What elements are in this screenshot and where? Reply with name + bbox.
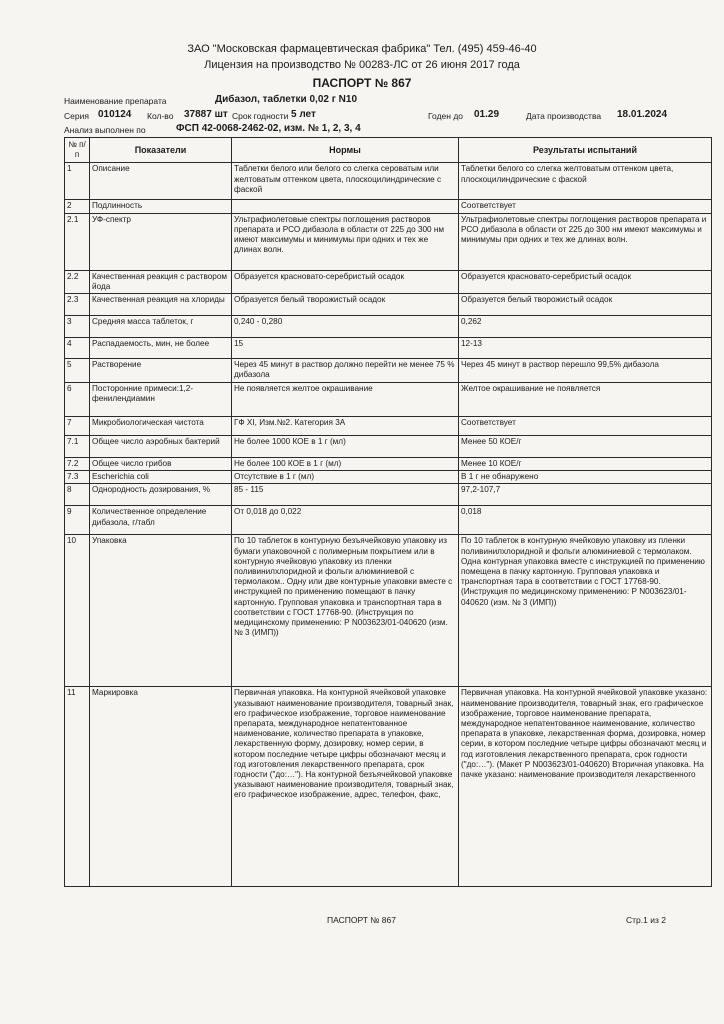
row-result: Образуется красновато-серебристый осадок — [459, 270, 712, 293]
row-norm: Образуется белый творожистый осадок — [232, 294, 459, 316]
row-result: Таблетки белого со слегка желтоватым оттенком цвета, плоскоцилиндрические с фаской — [459, 163, 712, 200]
table-row — [65, 359, 712, 383]
row-number: 9 — [65, 506, 90, 535]
row-result: Соответствует — [459, 200, 712, 213]
shelf-value: 5 лет — [291, 109, 316, 120]
table-row — [65, 213, 712, 270]
row-indicator: Посторонние примеси:1,2-фенилендиамин — [90, 383, 232, 417]
table-row — [65, 535, 712, 687]
row-number: 2.1 — [65, 213, 90, 270]
series-value: 010124 — [98, 109, 132, 120]
license-line: Лицензия на производство № 00283-ЛС от 26 июня 2017 года — [204, 59, 520, 71]
row-indicator: Средняя масса таблеток, г — [90, 316, 232, 338]
row-norm: Не более 1000 КОЕ в 1 г (мл) — [232, 436, 459, 458]
row-number: 8 — [65, 484, 90, 506]
table-row — [65, 484, 712, 506]
col-number-header: № п/п — [65, 138, 90, 163]
row-number: 7.2 — [65, 458, 90, 471]
row-result: В 1 г не обнаружено — [459, 471, 712, 484]
qty-value: 37887 шт — [184, 109, 228, 120]
table-row — [65, 506, 712, 535]
row-norm: 0,240 - 0,280 — [232, 316, 459, 338]
row-number: 2.3 — [65, 294, 90, 316]
passport-title: ПАСПОРТ № 867 — [312, 76, 412, 90]
row-number: 7.3 — [65, 471, 90, 484]
row-indicator: Подлинность — [90, 200, 232, 213]
row-norm: Образуется красновато-серебристый осадок — [232, 270, 459, 293]
row-result: Соответствует — [459, 417, 712, 436]
row-number: 7 — [65, 417, 90, 436]
row-number: 11 — [65, 687, 90, 887]
table-header-row — [65, 138, 712, 163]
row-indicator: Микробиологическая чистота — [90, 417, 232, 436]
row-number: 10 — [65, 535, 90, 687]
row-norm: Не более 100 КОЕ в 1 г (мл) — [232, 458, 459, 471]
footer-center: ПАСПОРТ № 867 — [327, 915, 396, 925]
table-body — [65, 163, 712, 887]
row-number: 2 — [65, 200, 90, 213]
prod-label: Дата производства — [526, 111, 602, 121]
valid-label: Годен до — [428, 111, 464, 121]
row-indicator: Распадаемость, мин, не более — [90, 338, 232, 359]
series-label: Серия — [64, 111, 89, 121]
table-row — [65, 383, 712, 417]
row-indicator: Общее число аэробных бактерий — [90, 436, 232, 458]
row-result: Первичная упаковка. На контурной ячейковой упаковке указано: наименование производителя, товарный знак, его графическое изображение, торговое наименование препарата, международное непатентованное наименование, количество препарата в упаковке, лекарственная форма, дозировка, номер серии, в котором последние четыре цифры обозначают месяц и год изготовления лекарственного препарата, срок годности ("до:…"). (Макет Р N003623/01-040620) Вторичная упаковка. На пачке указано: наименование производителя лекарственного — [459, 687, 712, 887]
row-indicator: УФ-спектр — [90, 213, 232, 270]
row-number: 1 — [65, 163, 90, 200]
row-result: Ультрафиолетовые спектры поглощения растворов препарата и РСО дибазола в области от 225 до 300 нм имеют максимумы и минимумы при одних и тех же длинах волн. — [459, 213, 712, 270]
row-indicator: Упаковка — [90, 535, 232, 687]
col-norm-header: Нормы — [232, 138, 459, 163]
row-indicator: Количественное определение дибазола, г/табл — [90, 506, 232, 535]
row-norm — [232, 200, 459, 213]
row-indicator: Качественная реакция с раствором йода — [90, 270, 232, 293]
row-norm: Не появляется желтое окрашивание — [232, 383, 459, 417]
row-norm: Первичная упаковка. На контурной ячейковой упаковке указывают наименование производителя, товарный знак, его графическое изображение, торговое наименование препарата, международное непатентованное наименование, количество препарата в упаковке, лекарственную форму, дозировку, номер серии, в котором последние четыре цифры обозначают месяц и год изготовления лекарственного препарата, срок годности ("до:…"). На контурной безъячейковой упаковке указывают наименование производителя, товарный знак, его графическое изображение, адрес, телефон, факс, — [232, 687, 459, 887]
row-result: 12-13 — [459, 338, 712, 359]
row-norm: Отсутствие в 1 г (мл) — [232, 471, 459, 484]
row-indicator: Escherichia coli — [90, 471, 232, 484]
row-norm: Ультрафиолетовые спектры поглощения растворов препарата и РСО дибазола в области от 225 до 300 нм имеют максимумы и минимумы при одних и тех же длинах волн. — [232, 213, 459, 270]
company-header: ЗАО "Московская фармацевтическая фабрика" Тел. (495) 459-46-40 — [187, 43, 537, 55]
analysis-value: ФСП 42-0068-2462-02, изм. № 1, 2, 3, 4 — [176, 123, 361, 134]
row-indicator: Маркировка — [90, 687, 232, 887]
col-result-header: Результаты испытаний — [459, 138, 712, 163]
row-result: Образуется белый творожистый осадок — [459, 294, 712, 316]
table-row — [65, 471, 712, 484]
table-row — [65, 458, 712, 471]
row-indicator: Однородность дозирования, % — [90, 484, 232, 506]
results-table — [64, 137, 712, 887]
col-indicator-header: Показатели — [90, 138, 232, 163]
shelf-label: Срок годности — [232, 111, 289, 121]
table-row — [65, 270, 712, 293]
drug-value: Дибазол, таблетки 0,02 г N10 — [215, 94, 358, 105]
row-number: 4 — [65, 338, 90, 359]
row-result: По 10 таблеток в контурную ячейковую упаковку из пленки поливинилхлоридной и фольги алюминиевой с термолаком. Одна контурная упаковка вместе с инструкцией по применению помещена в пачку картонную. Групповая упаковка и транспортная тара в соответствии с ГОСТ 17768-90. (Инструкция по медицинскому применению: Р N003623/01-040620 (изм. № 3 (ИМП)) — [459, 535, 712, 687]
row-number: 7.1 — [65, 436, 90, 458]
row-result: Через 45 минут в раствор перешло 99,5% дибазола — [459, 359, 712, 383]
row-norm: От 0,018 до 0,022 — [232, 506, 459, 535]
row-norm: По 10 таблеток в контурную безъячейковую упаковку из бумаги упаковочной с полимерным покрытием или в контурную ячейковую упаковку из пленки поливинилхлоридной и фольги алюминиевой с термолаком.. Одну или две контурные упаковки вместе с инструкцией по применению помещают в пачку картонную. Групповая упаковка и транспортная тара в соответствии с ГОСТ 17768-90. (Инструкция по медицинскому применению: Р N003623/01-040620 (изм. № 3 (ИМП)) — [232, 535, 459, 687]
row-norm: Таблетки белого или белого со слегка сероватым или желтоватым оттенком цвета, плоскоцилиндрические с фаской — [232, 163, 459, 200]
table-row — [65, 338, 712, 359]
row-number: 5 — [65, 359, 90, 383]
valid-value: 01.29 — [474, 109, 500, 120]
row-result: 0,262 — [459, 316, 712, 338]
analysis-label: Анализ выполнен по — [64, 125, 146, 135]
table-row — [65, 316, 712, 338]
row-result: Менее 10 КОЕ/г — [459, 458, 712, 471]
row-number: 3 — [65, 316, 90, 338]
qty-label: Кол-во — [147, 111, 174, 121]
page-number: Стр.1 из 2 — [626, 915, 666, 925]
table-row — [65, 163, 712, 200]
table-row — [65, 417, 712, 436]
row-result: 97,2-107,7 — [459, 484, 712, 506]
row-norm: 15 — [232, 338, 459, 359]
row-indicator: Описание — [90, 163, 232, 200]
prod-value: 18.01.2024 — [617, 109, 668, 120]
row-result: Желтое окрашивание не появляется — [459, 383, 712, 417]
table-row — [65, 436, 712, 458]
table-row — [65, 294, 712, 316]
row-number: 2.2 — [65, 270, 90, 293]
table-row — [65, 200, 712, 213]
row-indicator: Общее число грибов — [90, 458, 232, 471]
table-row — [65, 687, 712, 887]
row-indicator: Качественная реакция на хлориды — [90, 294, 232, 316]
row-norm: 85 - 115 — [232, 484, 459, 506]
row-result: Менее 50 КОЕ/г — [459, 436, 712, 458]
drug-label: Наименование препарата — [64, 96, 167, 106]
row-norm: Через 45 минут в раствор должно перейти не менее 75 % дибазола — [232, 359, 459, 383]
row-indicator: Растворение — [90, 359, 232, 383]
row-result: 0,018 — [459, 506, 712, 535]
row-norm: ГФ XI, Изм.№2. Категория 3А — [232, 417, 459, 436]
row-number: 6 — [65, 383, 90, 417]
